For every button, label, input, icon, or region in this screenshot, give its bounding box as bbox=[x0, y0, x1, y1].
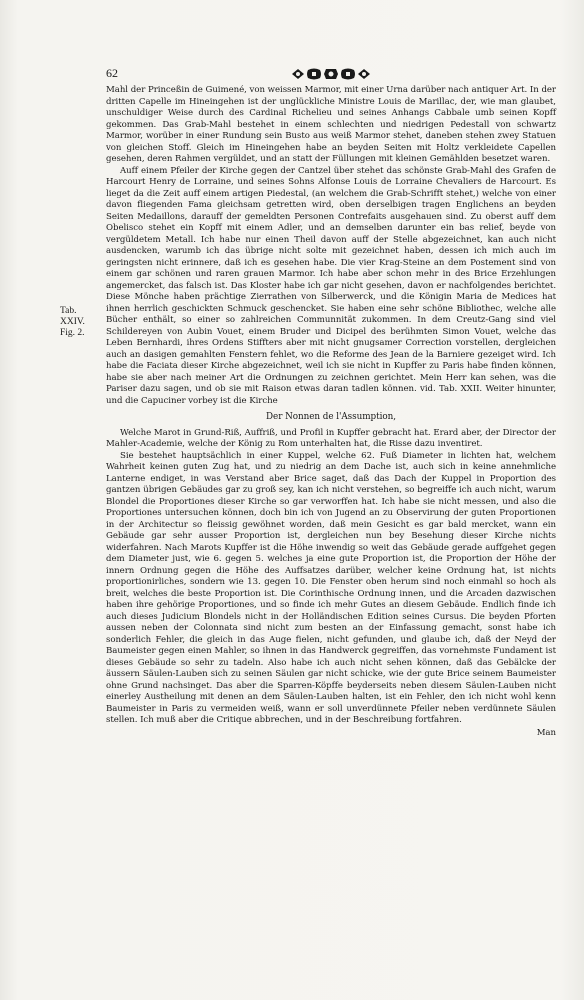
body-text bbox=[106, 85, 556, 739]
paragraph: Mahl der Princeßin de Guimené, von weissen Marmor, mit einer Urna darüber nach antiquer Art. In der dritten Capelle im Hineingehen ist der unglückliche Ministre Louis de Marillac, der, wie man glaubet, unschuldiger Weise durch des Cardinal Richelieu und seines Anhangs Cabbale umb seinen Kopff gekommen. Das Grab-Mahl bestehet in einem schlechten und niedrigen Pedestall von schwartz Marmor, worüber in einer Rundung sein Busto aus weiß Marmor stehet, daneben stehen zwey Statuen von gleichen Stoff. Gleich im Hineingehen habe an beyden Seiten mit Holtz verkleidete Capellen gesehen, deren Rahmen vergüldet, und an statt der Füllungen mit kleinen Gemählden besetzet waren. bbox=[106, 85, 556, 164]
margin-note-line: Tab. bbox=[60, 306, 77, 316]
catchword: Man bbox=[536, 727, 556, 738]
margin-note bbox=[60, 306, 100, 339]
margin-note-line: Fig. 2. bbox=[60, 328, 85, 338]
paragraph: Auff einem Pfeiler der Kirche gegen der Cantzel über stehet das schönste Grab-Mahl des Grafen de Harcourt Henry de Lorraine, und seines Sohns Alfonse Louis de Lorraine Chevaliers de Harcourt. Es lieget da die Zeit auff einem artigen Piedestal, (an welchem die Grab-Schrifft stehet,) welche von einer davon fliegenden Fama gleichsam getretten wird, oben derselbigen tragen Englichens an beyden Seiten Medaillons, darauff der gemeldten Personen Contrefaits ausgehauen sind. Zu oberst auff dem Obelisco stehet ein Kopff mit einem Adler, und an demselben darunter ein bas relief, beyde von vergüldetem Metall. Ich habe nur einen Theil davon auff der Stelle abgezeichnet, kan auch nicht ausdencken, warumb ich das übrige nicht solte mit gezeichnet haben, dessen ich mich auch im geringsten nicht erinnere, daß ich es gesehen habe. Die vier Krag-Steine an dem Postement sind von einem gar schönen und raren grauen Marmor. Ich habe aber schon mehr in des Brice Erzehlungen angemercket, das falsch ist. Das Kloster habe ich gar nicht gesehen, davon er nachfolgendes berichtet. Diese Mönche haben prächtige Zierrathen von Silberwerck, und die Königin Maria de Medices hat ihnen herrlich geschickten Schmuck geschencket. Sie haben eine sehr schöne Bibliothec, welche alle Bücher enthält, so einer so zahlreichen Communnität zukommen. In dem Creutz-Gang sind viel Schildereyen von Aubin Vouet, einem Bruder und Dicipel des berühmten Simon Vouet, welche das Leben Bernhardi, ihres Ordens Stiffters aber mit nicht gnugsamer Correction vorstellen, dergleichen auch an dasigen gemahlten Fenstern fehlet, wo die Reforme des Jean de la Barniere gezeiget wird. Ich habe die Faciata dieser Kirche abgezeichnet, weil ich sie nicht in Kupffer zu Paris habe finden können, habe sie aber nach meiner Art die Ordnungen zu zeichnen gerichtet. Mein Herr kan sehen, was die Pariser dazu sagen, und ob sie mit Raison etwas daran tadlen können. vid. Tab. XXII. Weiter hinunter, und die Capuciner vorbey ist die Kirche bbox=[106, 165, 556, 406]
page-header bbox=[106, 66, 554, 86]
page-number: 62 bbox=[106, 66, 118, 80]
paragraph: Sie bestehet hauptsächlich in einer Kuppel, welche 62. Fuß Diameter in lichten hat, welchem Wahrheit keinen guten Zug hat, und zu niedrig an dem Dache ist, auch sich in keine annehmliche Lanterne endiget, in was Verstand aber Brice saget, daß das Dach der Kuppel in Proportion des gantzen übrigen Gebäudes gar zu groß sey, kan ich nicht verstehen, so begreiffe ich auch nicht, warum Blondel die Proportiones dieser Kirche so gar verworffen hat. Ich habe sie nicht messen, und also die Proportiones untersuchen können, doch bin ich von Jugend an zu Observirung der guten Proportionen in der Architectur so fleissig gewöhnet worden, daß mein Gesicht es gar bald mercket, wann ein Gebäude gar sehr ausser Proportion ist, dergleichen nun bey Besehung dieser Kirche nichts widerfahren. Nach Marots Kupffer ist die Höhe inwendig so weit das Gebäude gerade auffgehet gegen dem Diameter just, wie 6. gegen 5. welches ja eine gute Proportion ist, die Proportion der Höhe der innern Ordnung gegen die Höhe des Auffsatzes darüber, welcher keine Ordnung hat, ist nichts proportionirliches, sondern wie 13. gegen 10. Die Fenster oben herum sind noch einmahl so hoch als breit, welches die beste Proportion ist. Die Corinthische Ordnung innen, und die Arcaden dazwischen haben ihre gehörige Proportiones, und so finde ich mehr Gutes an diesem Gebäude. Endlich finde ich auch dieses Judicium Blondels nicht in der Holländischen Edition seines Cursus. Die beyden Pforten aussen neben der Colonnata sind nicht zum besten an der Einfassung gemacht, sonst habe ich sonderlich Fehler, die gleich in das Auge fielen, nicht gefunden, und glaube ich, daß der Neyd der Baumeister gegen einen Mahler, so ihnen in das Handwerck gegreiffen, das vornehmste Fundament ist dieses Gebäude so sehr zu tadeln. Also habe ich auch nicht sehen können, daß das Gebälcke der äussern Säulen-Lauben sich zu seinen Säulen gar nicht schicke, wie der gute Brice seinem Baumeister ohne Grund nachsinget. Das aber die Sparren-Köpffe beyderseits neben diesem Säulen-Lauben nicht einerley Austheilung mit denen an dem Säulen-Lauben halten, ist ein Fehler, den ich nicht wohl kenn Baumeister in Paris zu vermeiden weiß, wann er soll unverdünnete Pfeiler neben verdünnete Säulen stellen. Ich muß aber die Critique abbrechen, und in der Beschreibung fortfahren. bbox=[106, 450, 556, 725]
section-heading: Der Nonnen de l'Assumption, bbox=[266, 412, 396, 422]
margin-note-line: XXIV. bbox=[60, 317, 85, 327]
printers-ornament bbox=[286, 67, 376, 81]
paragraph: Welche Marot in Grund-Riß, Auffriß, und Profil in Kupffer gebracht hat. Erard aber, der Director der Mahler-Academie, welche der König zu Rom unterhalten hat, die Risse dazu inventiret. bbox=[106, 427, 556, 449]
